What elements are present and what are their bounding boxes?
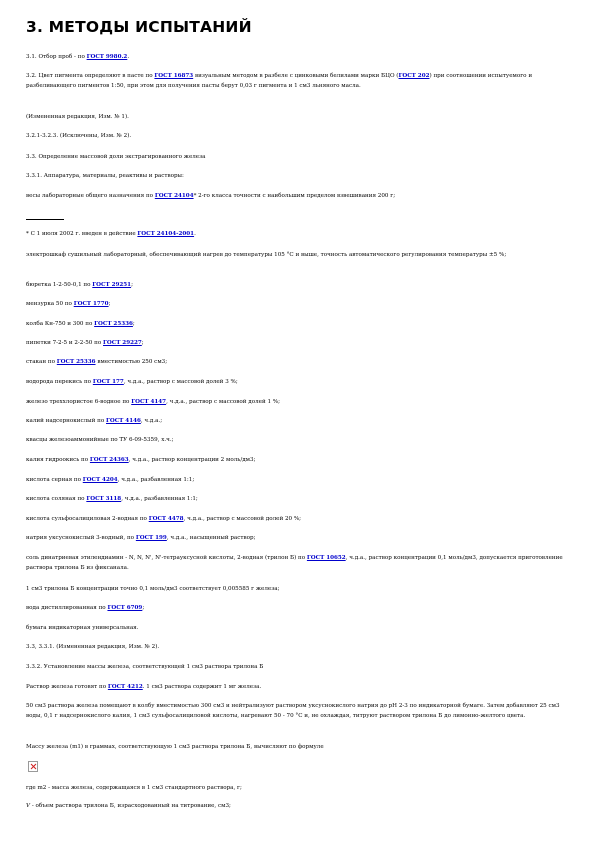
para-text: кислота соляная по bbox=[26, 496, 87, 502]
para-text: , ч.д.а., насыщенный раствор; bbox=[166, 535, 256, 541]
para-text: Раствор железа готовят по bbox=[26, 684, 108, 690]
gost-link[interactable]: ГОСТ 4478 bbox=[148, 516, 184, 522]
para-text: ; bbox=[132, 321, 135, 327]
gost-link[interactable]: ГОСТ 1770 bbox=[73, 301, 109, 307]
para-text: , ч.д.а., раствор с массовой долей 20 %; bbox=[183, 516, 302, 522]
reagent-item bbox=[26, 515, 574, 525]
equipment-item bbox=[26, 281, 574, 291]
para-change-note: 3.3, 3.3.1. (Измененная редакция, Изм. № 2). bbox=[26, 644, 160, 650]
para-text: ; bbox=[131, 282, 133, 288]
reagent-item bbox=[26, 554, 574, 573]
reagent-item bbox=[26, 456, 574, 466]
para-text: 3.2. Цвет пигмента определяют в пасте по bbox=[26, 73, 155, 79]
para-text: колба Кн-750 и 300 по bbox=[26, 321, 95, 327]
para-text: ; bbox=[108, 301, 111, 307]
gost-link[interactable]: ГОСТ 29251 bbox=[92, 282, 132, 288]
gost-link[interactable]: ГОСТ 9980.2 bbox=[86, 54, 128, 60]
para-text: пипетки 7-2-5 и 2-2-50 по bbox=[26, 340, 104, 346]
para-text: , ч.д.а., раствор с массовой долей 1 %; bbox=[166, 399, 280, 405]
formula-legend: где m2 - масса железа, содержащаяся в 1 см3 стандартного раствора, г; bbox=[26, 785, 242, 791]
variable-symbol: V bbox=[26, 803, 31, 809]
para-text: калия гидроокись по bbox=[26, 457, 90, 463]
para-3-1 bbox=[26, 53, 574, 63]
equipment-item bbox=[26, 339, 574, 349]
para-3-2 bbox=[26, 72, 574, 91]
para-text: . bbox=[127, 54, 130, 60]
gost-link[interactable]: ГОСТ 29227 bbox=[103, 340, 142, 346]
broken-image-icon bbox=[28, 761, 38, 772]
gost-link[interactable]: ГОСТ 199 bbox=[135, 535, 167, 541]
para-text: , ч.д.а., разбавленная 1:1; bbox=[117, 477, 195, 483]
formula-legend bbox=[26, 802, 574, 812]
procedure-text: 50 см3 раствора железа помещают в колбу вместимостью 300 см3 и нейтрализуют раствором уксуснокислого натрия до pH 2-3 по индикаторной бумаге. Затем добавляют 25 см3 воды, 0,1 г надсернокислого калия, 1 см3 сульфосалициловой кислоты, нагревают 50 - 70 °С и, не охлаждая, титруют раствором трилона Б до лимонно-желтого цвета. bbox=[26, 703, 560, 719]
gost-link[interactable]: ГОСТ 25336 bbox=[56, 359, 96, 365]
para-text: 3.1. Отбор проб - по bbox=[26, 54, 87, 60]
reagent-item bbox=[26, 534, 574, 544]
para-text: стакан по bbox=[26, 359, 57, 365]
para-text: весы лабораторные общего назначения по bbox=[26, 193, 155, 199]
equipment-item: электрошкаф сушильный лабораторный, обеспечивающий нагрев до температуры 105 °С и выше, точность автоматического регулирования температуры ±5 %; bbox=[26, 252, 507, 258]
gost-link[interactable]: ГОСТ 4146 bbox=[106, 418, 141, 424]
para-text: ) при соотношении испытуемого и разбеливающего пигментов 1:50, при этом для получения пасты берут 0,03 г пигмента и 1 см3 льняного масла. bbox=[26, 73, 533, 89]
para-3-3-2 bbox=[26, 683, 574, 693]
formula-intro: Массу железа (m1) в граммах, соответствующую 1 см3 раствора трилона Б, вычисляют по формуле bbox=[26, 744, 324, 750]
gost-link[interactable]: ГОСТ 202 bbox=[398, 73, 430, 79]
para-text: . bbox=[194, 231, 196, 237]
para-text: водорода перекись по bbox=[26, 379, 93, 385]
gost-link[interactable]: ГОСТ 4212 bbox=[107, 684, 143, 690]
gost-link[interactable]: ГОСТ 6709 bbox=[107, 605, 143, 611]
para-text: вместимостью 250 см3; bbox=[95, 359, 168, 365]
equipment-item bbox=[26, 192, 574, 202]
gost-link[interactable]: ГОСТ 4147 bbox=[131, 399, 167, 405]
para-text: мензурка 50 по bbox=[26, 301, 74, 307]
para-text: натрия уксуснокислый 3-водный, по bbox=[26, 535, 136, 541]
para-text: , ч.д.а., раствор с массовой долей 3 %; bbox=[123, 379, 238, 385]
para-text: - объем раствора трилона Б, израсходованный на титрование, см3; bbox=[30, 803, 231, 809]
para-text: ; bbox=[141, 340, 144, 346]
section-heading: 3.3.2. Установление массы железа, соответствующей 1 см3 раствора трилона Б bbox=[26, 664, 264, 670]
footnote bbox=[26, 230, 574, 240]
page-title: 3. МЕТОДЫ ИСПЫТАНИЙ bbox=[26, 18, 252, 36]
para-change-note: (Измененная редакция, Изм. № 1). bbox=[26, 114, 129, 120]
reagent-item bbox=[26, 476, 574, 486]
para-text: , ч.д.а.; bbox=[140, 418, 163, 424]
reagent-item bbox=[26, 417, 574, 427]
para-text: . 1 см3 раствора содержит 1 мг железа. bbox=[142, 684, 262, 690]
para-text: кислота серная по bbox=[26, 477, 83, 483]
trilon-equivalence: 1 см3 трилона Б концентрации точно 0,1 моль/дм3 соответствует 0,005585 г железа; bbox=[26, 586, 280, 592]
gost-link[interactable]: ГОСТ 10652 bbox=[306, 555, 346, 561]
section-heading: 3.3. Определение массовой доли экстрагированного железа bbox=[26, 154, 206, 160]
equipment-item bbox=[26, 358, 574, 368]
reagent-item: квасцы железоаммонийные по ТУ 6-09-5359, х.ч.; bbox=[26, 437, 174, 443]
para-text: * 2-го класса точности с наибольшим пределом взвешивания 200 г; bbox=[193, 193, 396, 199]
gost-link[interactable]: ГОСТ 4204 bbox=[82, 477, 118, 483]
gost-link[interactable]: ГОСТ 25336 bbox=[94, 321, 133, 327]
para-text: бюретка 1-2-50-0,1 по bbox=[26, 282, 93, 288]
gost-link[interactable]: ГОСТ 177 bbox=[92, 379, 124, 385]
para-text: , ч.д.а., раствор концентрации 0,1 моль/дм3, допускается приготовление раствора трилона Б из фиксанала. bbox=[26, 555, 563, 571]
footnote-divider bbox=[26, 219, 64, 220]
para-text: ; bbox=[142, 605, 145, 611]
gost-link[interactable]: ГОСТ 24104 bbox=[154, 193, 194, 199]
reagent-item bbox=[26, 398, 574, 408]
gost-link[interactable]: ГОСТ 24363 bbox=[89, 457, 129, 463]
para-text: , ч.д.а., раствор концентрации 2 моль/дм3; bbox=[128, 457, 256, 463]
para-3-3-1: 3.3.1. Аппаратура, материалы, реактивы и растворы: bbox=[26, 173, 184, 179]
gost-link[interactable]: ГОСТ 24104-2001 bbox=[137, 231, 195, 237]
equipment-item bbox=[26, 320, 574, 330]
equipment-item bbox=[26, 300, 574, 310]
para-text: визуальным методом в разбеле с цинковыми белилами марки БЦО ( bbox=[193, 73, 399, 79]
para-text: кислота сульфосалициловая 2-водная по bbox=[26, 516, 149, 522]
para-text: калий надсернокислый по bbox=[26, 418, 106, 424]
gost-link[interactable]: ГОСТ 3118 bbox=[86, 496, 122, 502]
para-text: вода дистиллированная по bbox=[26, 605, 108, 611]
para-text: * С 1 июля 2002 г. введен в действие bbox=[26, 231, 138, 237]
reagent-item bbox=[26, 495, 574, 505]
reagent-item bbox=[26, 604, 574, 614]
reagent-item bbox=[26, 378, 574, 388]
reagent-item: бумага индикаторная универсальная. bbox=[26, 625, 139, 631]
para-excluded: 3.2.1-3.2.3. (Исключены, Изм. № 2). bbox=[26, 133, 132, 139]
para-text: , ч.д.а., разбавленная 1:1; bbox=[121, 496, 198, 502]
gost-link[interactable]: ГОСТ 16873 bbox=[154, 73, 194, 79]
para-text: железо треххлористое 6-водное по bbox=[26, 399, 132, 405]
para-text: соль динатриевая этилендиамин - N, N, N', N'-тетрауксусной кислоты, 2-водная (трилон Б) по bbox=[26, 555, 307, 561]
